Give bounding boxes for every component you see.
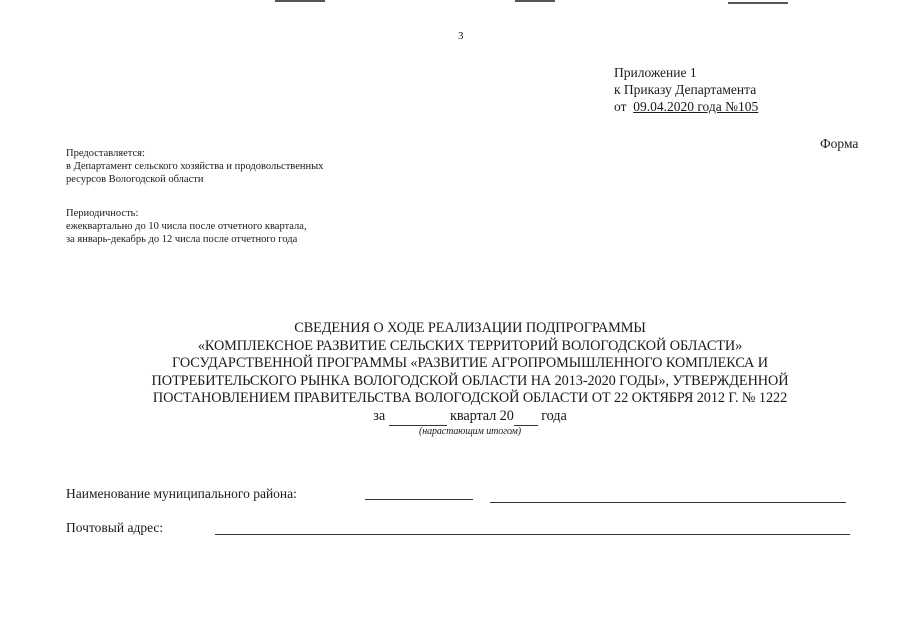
scan-mark <box>728 2 788 4</box>
appendix-line1: Приложение 1 <box>614 65 697 80</box>
period-quarter-word: квартал 20 <box>450 407 514 424</box>
periodicity-block <box>66 207 307 246</box>
district-label: Наименование муниципального района: <box>66 486 297 501</box>
page-number: 3 <box>458 30 464 42</box>
provided-line2: ресурсов Вологодской области <box>66 174 204 185</box>
scan-mark <box>515 0 555 2</box>
district-name-line[interactable] <box>490 502 846 503</box>
periodicity-line2: за январь-декабрь до 12 числа после отчетного года <box>66 234 298 245</box>
provided-heading: Предоставляется: <box>66 148 145 159</box>
scan-mark <box>275 0 325 2</box>
appendix-date-prefix: от <box>614 99 627 114</box>
appendix-line2: к Приказу Департамента <box>614 82 757 97</box>
appendix-line3 <box>614 98 758 115</box>
district-code-line[interactable] <box>365 499 473 500</box>
title-line1: СВЕДЕНИЯ О ХОДЕ РЕАЛИЗАЦИИ ПОДПРОГРАММЫ <box>294 320 646 336</box>
appendix-header <box>614 64 758 115</box>
address-line[interactable] <box>215 534 850 535</box>
provided-block <box>66 147 323 186</box>
title-line2: «КОМПЛЕКСНОЕ РАЗВИТИЕ СЕЛЬСКИХ ТЕРРИТОРИЙ ВОЛОГОДСКОЙ ОБЛАСТИ» <box>197 337 743 354</box>
periodicity-heading: Периодичность: <box>66 208 139 219</box>
appendix-date: 09.04.2020 года №105 <box>633 99 759 114</box>
address-label: Почтовый адрес: <box>66 520 164 535</box>
title-line5: ПОСТАНОВЛЕНИЕМ ПРАВИТЕЛЬСТВА ВОЛОГОДСКОЙ ОБЛАСТИ ОТ 22 ОКТЯБРЯ 2012 Г. № 1222 <box>152 390 788 406</box>
provided-line1: в Департамент сельского хозяйства и продовольственных <box>66 161 324 172</box>
form-label: Форма <box>820 136 859 151</box>
title-line3: ГОСУДАРСТВЕННОЙ ПРОГРАММЫ «РАЗВИТИЕ АГРОПРОМЫШЛЕННОГО КОМПЛЕКСА И <box>172 355 768 371</box>
quarter-blank[interactable] <box>389 408 447 427</box>
period-year-word: года <box>541 407 567 424</box>
period-prefix: за <box>373 407 386 424</box>
report-period <box>110 408 830 427</box>
periodicity-line1: ежеквартально до 10 числа после отчетного квартала, <box>66 221 307 232</box>
document-title <box>110 320 830 438</box>
title-line4: ПОТРЕБИТЕЛЬСКОГО РЫНКА ВОЛОГОДСКОЙ ОБЛАСТИ НА 2013-2020 ГОДЫ», УТВЕРЖДЕННОЙ <box>151 372 789 389</box>
cumulative-note: (нарастающим итогом) <box>418 426 521 437</box>
year-blank[interactable] <box>514 408 538 427</box>
